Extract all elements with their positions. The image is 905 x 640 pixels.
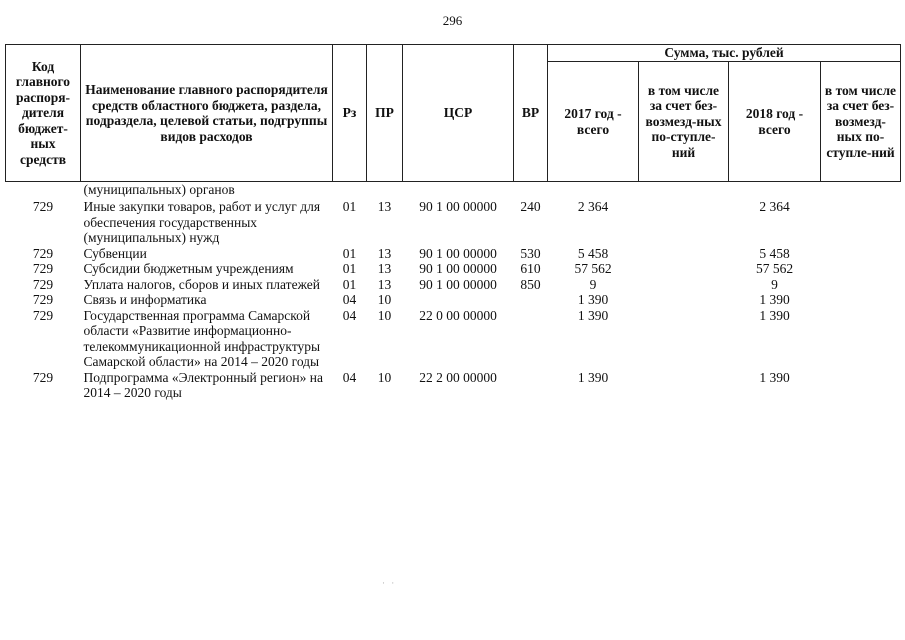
cell-total-2018: 1 390: [759, 307, 790, 323]
header-total-2018: 2018 год - всего: [729, 62, 821, 182]
cell-total-2017: 9: [589, 276, 597, 292]
table-row: [6, 246, 901, 262]
header-vr: ВР: [514, 45, 548, 182]
cell-total-2017: 57 562: [574, 261, 612, 276]
cell-total-2018: 9: [771, 276, 778, 292]
cell-pr: 10: [377, 369, 392, 385]
cell-csr: 22 0 00 00000: [419, 307, 497, 323]
cell-vr: [514, 370, 548, 405]
cell-grant-2017: [639, 199, 729, 246]
cell-grant-2018: [821, 261, 901, 277]
continuation-row: [6, 182, 901, 200]
cell-rz: 01: [342, 261, 357, 276]
cell-grant-2018: [821, 277, 901, 293]
cell-vr: [514, 308, 548, 370]
cell-rz: 04: [342, 292, 357, 307]
cell-name: Подпрограмма «Электронный регион» на 2014 – 2020 годы: [83, 369, 323, 400]
cell-rz: 04: [342, 369, 357, 385]
header-csr: ЦСР: [403, 45, 514, 182]
cell-grant-2017: [639, 308, 729, 370]
cell-grant-2018: [821, 199, 901, 246]
cell-total-2017: 1 390: [577, 292, 609, 307]
cell-name: Государственная программа Самарской области «Развитие информационно-телекоммуникационной инфраструктуры Самарской области» на 2014 – 2020 годы: [83, 307, 321, 369]
cell-pr: 13: [377, 261, 392, 276]
table-row: [6, 292, 901, 308]
budget-table: [5, 44, 901, 405]
cell-pr: 13: [377, 245, 392, 261]
table-row: [6, 308, 901, 370]
cell-total-2018: 1 390: [759, 292, 790, 307]
continuation-text: (муниципальных) органов: [83, 182, 235, 197]
cell-code: 729: [32, 245, 54, 261]
cell-grant-2018: [821, 308, 901, 370]
cell-code: 729: [32, 369, 54, 385]
cell-total-2017: 2 364: [577, 199, 609, 214]
cell-total-2018: 1 390: [759, 369, 790, 385]
cell-grant-2017: [639, 292, 729, 308]
cell-name: Уплата налогов, сборов и иных платежей: [83, 276, 320, 292]
cell-total-2018: 5 458: [759, 245, 790, 261]
cell-grant-2017: [639, 246, 729, 262]
cell-csr: 90 1 00 00000: [419, 245, 497, 261]
table-row: [6, 261, 901, 277]
header-grant-2018: в том числе за счет без-возмезд-ных по-ступле-ний: [821, 62, 901, 182]
cell-code: 729: [32, 199, 54, 214]
table-body: [6, 182, 901, 405]
cell-name: Субсидии бюджетным учреждениям: [83, 261, 294, 276]
cell-rz: 04: [342, 307, 357, 323]
header-code: Код главного распоря-дителя бюджет-ных средств: [6, 45, 81, 182]
page-number: 296: [442, 13, 463, 28]
table-header: [6, 45, 901, 182]
header-name: Наименование главного распорядителя средств областного бюджета, раздела, подраздела, целевой статьи, подгруппы видов расходов: [81, 45, 333, 182]
table-row: [6, 370, 901, 405]
cell-name: Субвенции: [83, 245, 147, 261]
header-sum: Сумма, тыс. рублей: [548, 45, 901, 62]
cell-grant-2018: [821, 246, 901, 262]
cell-rz: 01: [342, 245, 357, 261]
cell-rz: 01: [342, 276, 357, 292]
cell-csr: [403, 292, 514, 308]
cell-total-2017: 1 390: [577, 369, 609, 385]
cell-pr: 10: [377, 307, 392, 323]
table-row: [6, 199, 901, 246]
cell-code: 729: [32, 276, 54, 292]
cell-csr: 90 1 00 00000: [419, 199, 497, 214]
cell-rz: 01: [342, 199, 357, 214]
cell-csr: 90 1 00 00000: [419, 261, 497, 276]
cell-grant-2017: [639, 261, 729, 277]
cell-code: 729: [32, 307, 54, 323]
cell-vr: [514, 292, 548, 308]
header-total-2017: 2017 год - всего: [548, 62, 639, 182]
cell-grant-2017: [639, 370, 729, 405]
cell-total-2018: 57 562: [755, 261, 794, 276]
header-grant-2017: в том числе за счет без-возмезд-ных по-ступле-ний: [639, 62, 729, 182]
cell-grant-2017: [639, 277, 729, 293]
table-row: [6, 277, 901, 293]
cell-vr: 240: [520, 199, 541, 214]
cell-vr: 530: [520, 245, 541, 261]
cell-total-2018: 2 364: [759, 199, 790, 214]
cell-code: 729: [32, 261, 54, 276]
header-rz: Рз: [333, 45, 367, 182]
cell-name: Связь и информатика: [83, 292, 207, 307]
cell-pr: 13: [377, 199, 392, 214]
cell-grant-2018: [821, 370, 901, 405]
cell-total-2017: 1 390: [577, 307, 609, 323]
cell-vr: 610: [520, 261, 541, 276]
cell-grant-2018: [821, 292, 901, 308]
cell-vr: 850: [520, 276, 541, 292]
cell-csr: 22 2 00 00000: [419, 369, 497, 385]
cell-name: Иные закупки товаров, работ и услуг для обеспечения государственных (муниципальных) нужд: [83, 199, 321, 245]
cell-code: 729: [32, 292, 54, 307]
cell-total-2017: 5 458: [577, 245, 609, 261]
cell-pr: 10: [377, 292, 392, 307]
header-pr: ПР: [367, 45, 403, 182]
scan-specks: · ·: [382, 578, 397, 588]
cell-pr: 13: [377, 276, 392, 292]
cell-csr: 90 1 00 00000: [419, 276, 497, 292]
